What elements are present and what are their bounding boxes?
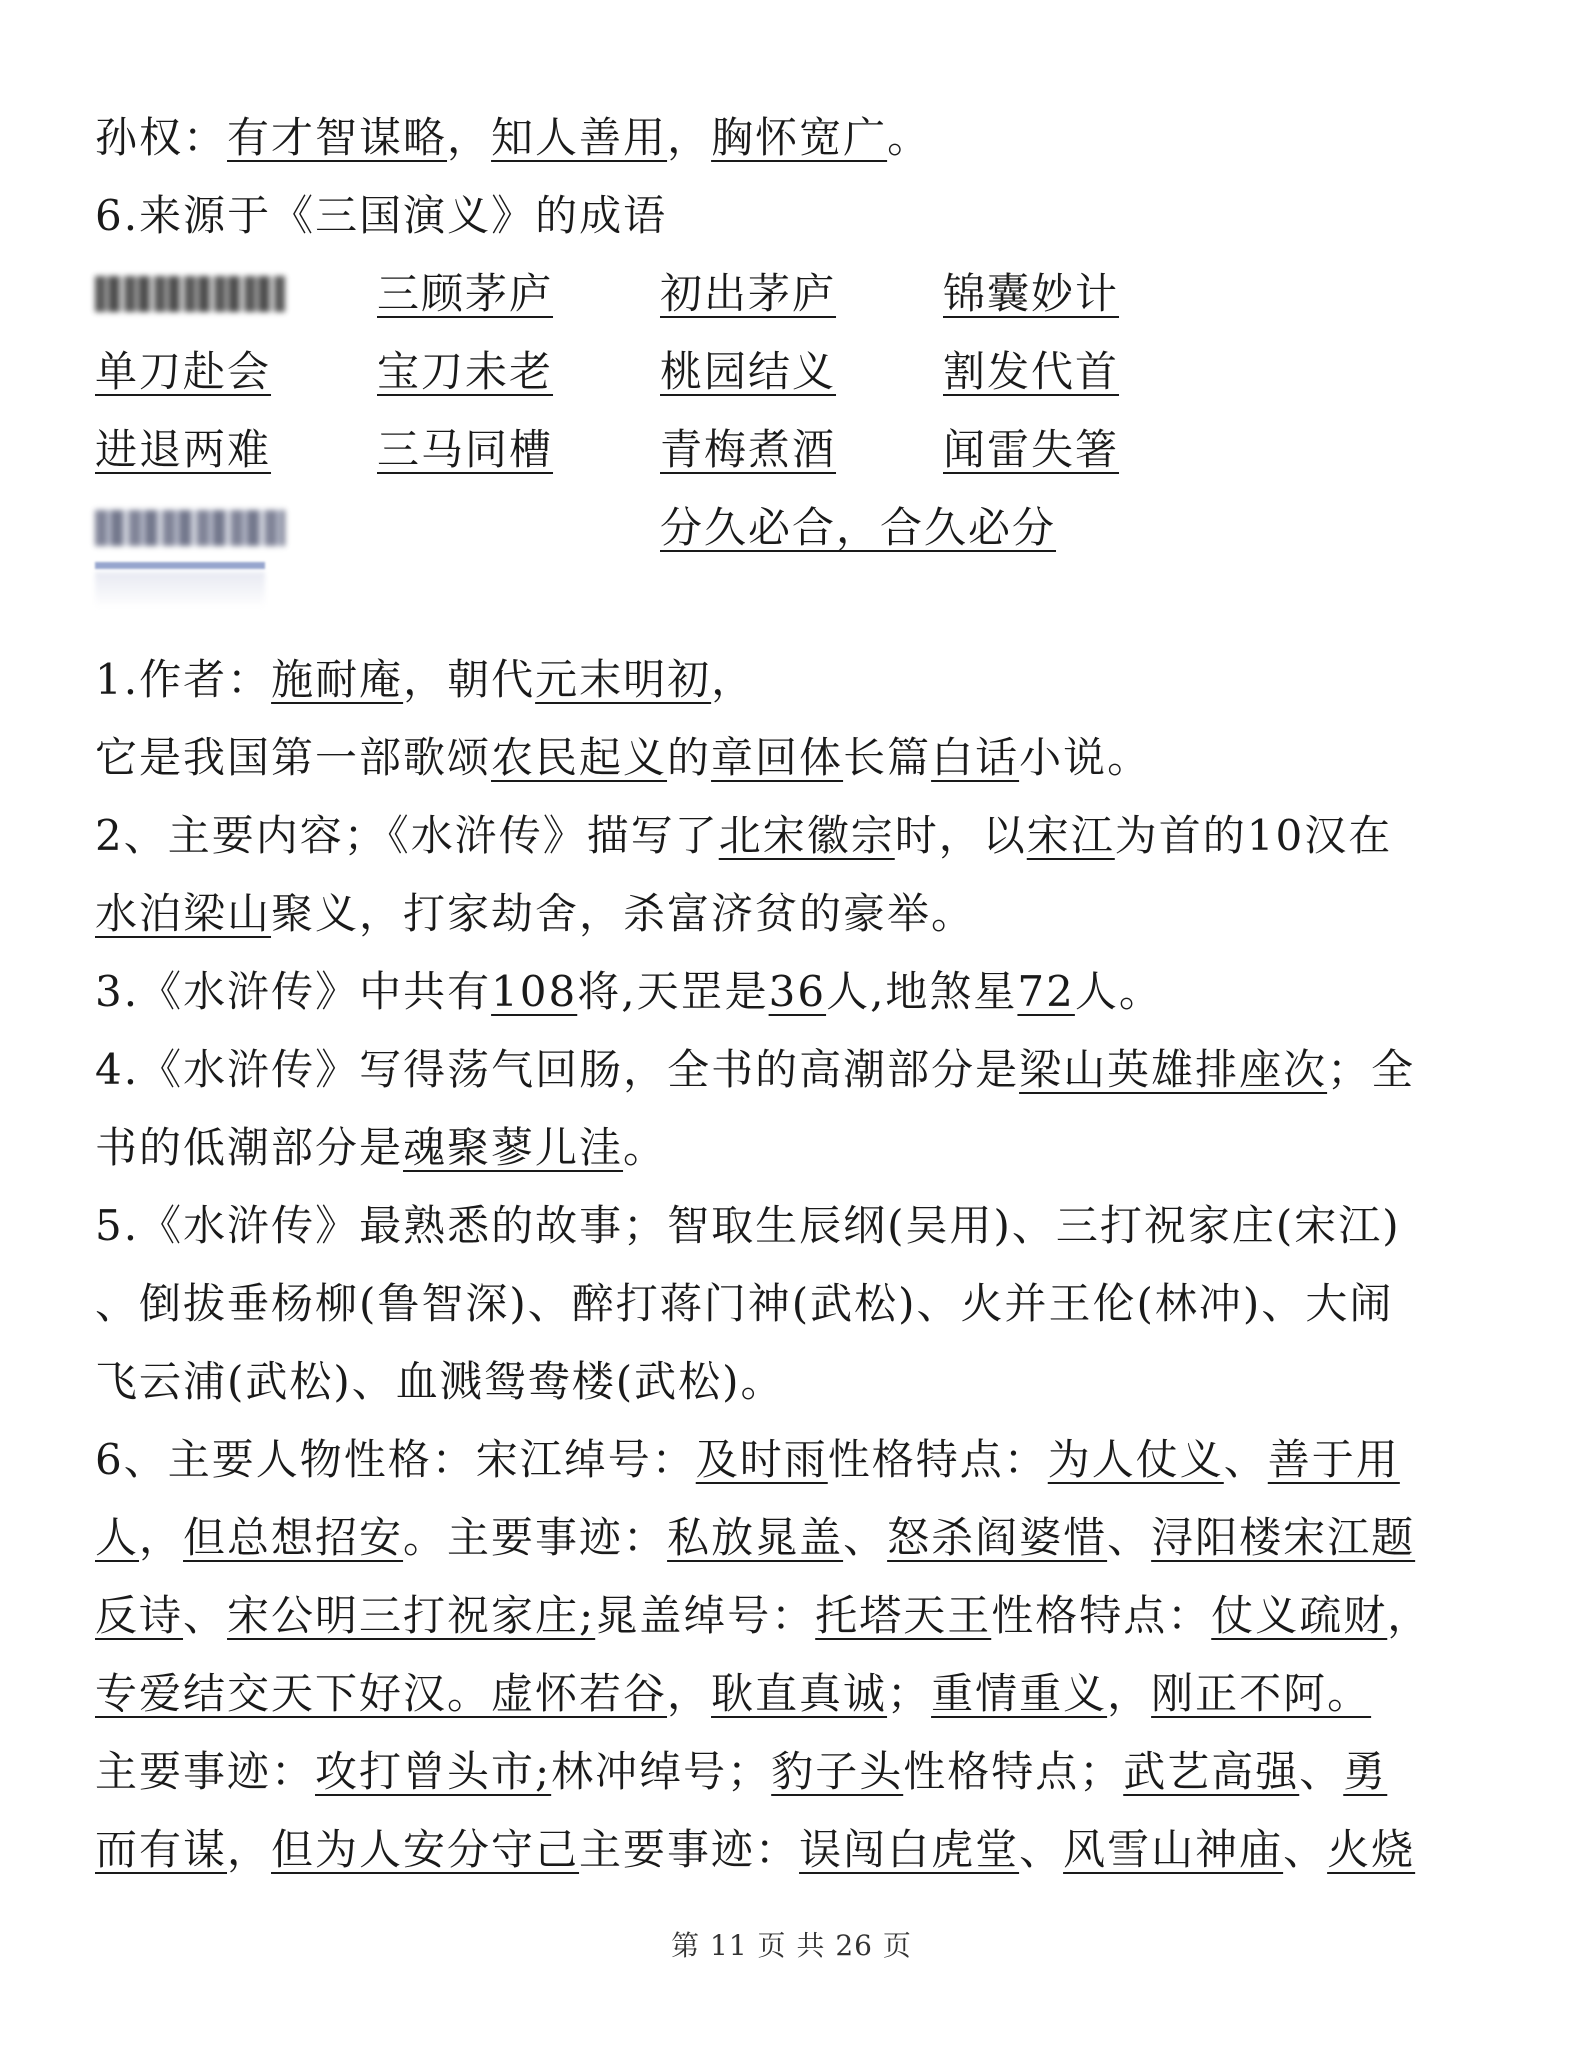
text: 1.作者：	[95, 655, 272, 704]
underlined-term: 魂聚蓼儿洼	[403, 1123, 624, 1172]
climax-line-1	[95, 1040, 1415, 1100]
text: 晁盖绰号：	[595, 1591, 816, 1640]
text: 时，以	[894, 811, 1027, 860]
idiom: 割发代首	[943, 347, 1120, 396]
underlined-term: 怒杀阎婆惜	[887, 1513, 1108, 1562]
idioms-heading: 6.来源于《三国演义》的成语	[95, 191, 668, 240]
text: 为首的10汉在	[1114, 811, 1393, 860]
underlined-term: 浔阳楼宋江题	[1151, 1513, 1416, 1562]
character-line-5	[95, 1742, 1387, 1802]
text: 、	[1107, 1513, 1152, 1562]
text: 、	[1299, 1747, 1344, 1796]
text: 、	[843, 1513, 888, 1562]
text: 人,地煞星	[826, 967, 1018, 1016]
text: 书的低潮部分是	[95, 1123, 404, 1172]
text: 、	[1019, 1825, 1064, 1874]
character-line-6	[95, 1820, 1415, 1880]
blurred-heading-image	[95, 510, 285, 546]
underlined-term: 为人仗义	[1047, 1435, 1224, 1484]
underlined-term: 而有谋	[95, 1825, 228, 1874]
generals-line	[95, 962, 1163, 1022]
text: 、	[1283, 1825, 1328, 1874]
text: 聚义，打家劫舍，杀富济贫的豪举。	[271, 889, 976, 938]
text: 的	[667, 733, 712, 782]
page-number: 第 11 页 共 26 页	[671, 1929, 912, 1962]
text: ；	[887, 1669, 932, 1718]
text: ；全	[1327, 1045, 1416, 1094]
stories-line-3: 飞云浦(武松)、血溅鸳鸯楼(武松)。	[95, 1357, 785, 1406]
underlined-term: 梁山英雄排座次	[1019, 1045, 1328, 1094]
underlined-term: 耿直真诚	[711, 1669, 888, 1718]
text: 、	[183, 1591, 228, 1640]
text: ，	[1107, 1669, 1152, 1718]
underlined-term: 宋江	[1026, 811, 1115, 860]
underlined-term: 108	[491, 967, 578, 1016]
underlined-term: 火烧	[1327, 1825, 1416, 1874]
idiom: 桃园结义	[660, 347, 837, 396]
content-line-1	[95, 806, 1392, 866]
climax-line-2	[95, 1118, 667, 1178]
underlined-term: 白话	[931, 733, 1020, 782]
underlined-term: 反诗	[95, 1591, 184, 1640]
content-line-2	[95, 884, 975, 944]
underlined-term: 豹子头	[771, 1747, 904, 1796]
blurred-divider-shadow	[95, 572, 265, 608]
underlined-term: 攻打曾头市;	[315, 1747, 552, 1796]
idiom: 锦囊妙计	[943, 269, 1120, 318]
sunquan-line	[95, 108, 931, 168]
blurred-divider	[95, 562, 265, 569]
text: 。	[887, 113, 932, 162]
text: ，	[711, 655, 756, 704]
underlined-term: 善于用	[1267, 1435, 1400, 1484]
genre-line	[95, 728, 1151, 788]
underlined-term: 有才智谋略	[227, 113, 448, 162]
underlined-term: 武艺高强	[1123, 1747, 1300, 1796]
text: 主要事迹：	[579, 1825, 800, 1874]
idiom: 宝刀未老	[377, 347, 554, 396]
idiom: 分久必合，合久必分	[660, 503, 1057, 552]
idiom: 初出茅庐	[660, 269, 837, 318]
idiom: 三顾茅庐	[377, 269, 554, 318]
text: 2、主要内容；《水浒传》描写了	[95, 811, 719, 860]
underlined-term: 重情重义	[931, 1669, 1108, 1718]
underlined-term: 误闯白虎堂	[799, 1825, 1020, 1874]
underlined-term: 风雪山神庙	[1063, 1825, 1284, 1874]
idiom: 单刀赴会	[95, 347, 272, 396]
underlined-term: 章回体	[711, 733, 844, 782]
text: ，	[227, 1825, 272, 1874]
underlined-term: 胸怀宽广	[711, 113, 888, 162]
idiom: 三马同槽	[377, 425, 554, 474]
text: ，	[139, 1513, 184, 1562]
underlined-term: 但为人安分守己	[271, 1825, 580, 1874]
text: ，	[667, 1669, 712, 1718]
text: 长篇	[843, 733, 932, 782]
text: 将,天罡是	[577, 967, 769, 1016]
underlined-term: 专爱结交天下好汉。虚怀若谷	[95, 1669, 668, 1718]
text: 人。	[1074, 967, 1163, 1016]
underlined-term: 托塔天王	[815, 1591, 992, 1640]
underlined-term: 宋公明三打祝家庄;	[227, 1591, 596, 1640]
underlined-term: 仗义疏财	[1211, 1591, 1388, 1640]
idiom: 进退两难	[95, 425, 272, 474]
author-line	[95, 650, 755, 710]
text: 林冲绰号；	[551, 1747, 772, 1796]
text: 小说。	[1019, 733, 1152, 782]
underlined-term: 刚正不阿。	[1151, 1669, 1372, 1718]
underlined-term: 施耐庵	[271, 655, 404, 704]
text: 性格特点：	[991, 1591, 1212, 1640]
underlined-term: 水泊梁山	[95, 889, 272, 938]
underlined-term: 知人善用	[491, 113, 668, 162]
text: ，	[447, 113, 492, 162]
idiom: 青梅煮酒	[660, 425, 837, 474]
text: 3.《水浒传》中共有	[95, 967, 492, 1016]
character-line-4	[95, 1664, 1371, 1724]
underlined-term: 勇	[1343, 1747, 1388, 1796]
underlined-term: 72	[1017, 967, 1075, 1016]
blurred-idiom-image	[95, 276, 285, 312]
text: 。主要事迹：	[403, 1513, 668, 1562]
text: ，	[667, 113, 712, 162]
text: 、	[1223, 1435, 1268, 1484]
underlined-term: 及时雨	[695, 1435, 828, 1484]
stories-line-1: 5.《水浒传》最熟悉的故事；智取生辰纲(吴用)、三打祝家庄(宋江)	[95, 1201, 1401, 1250]
text: 孙权：	[95, 113, 228, 162]
underlined-term: 但总想招安	[183, 1513, 404, 1562]
text: 。	[623, 1123, 668, 1172]
underlined-term: 私放晁盖	[667, 1513, 844, 1562]
character-line-3	[95, 1586, 1431, 1646]
text: 它是我国第一部歌颂	[95, 733, 492, 782]
text: 4.《水浒传》写得荡气回肠，全书的高潮部分是	[95, 1045, 1020, 1094]
text: 性格特点：	[827, 1435, 1048, 1484]
text: ，朝代	[403, 655, 536, 704]
underlined-term: 36	[768, 967, 827, 1016]
text: 主要事迹：	[95, 1747, 316, 1796]
text: ，	[1387, 1591, 1432, 1640]
underlined-term: 北宋徽宗	[718, 811, 895, 860]
character-line-2	[95, 1508, 1415, 1568]
underlined-term: 人	[95, 1513, 140, 1562]
underlined-term: 农民起义	[491, 733, 668, 782]
stories-line-2: 、倒拔垂杨柳(鲁智深)、醉打蒋门神(武松)、火并王伦(林冲)、大闹	[95, 1279, 1394, 1328]
idiom: 闻雷失箸	[943, 425, 1120, 474]
text: 性格特点；	[903, 1747, 1124, 1796]
character-line-1	[95, 1430, 1400, 1490]
underlined-term: 元末明初	[535, 655, 712, 704]
text: 6、主要人物性格：宋江绰号：	[95, 1435, 696, 1484]
